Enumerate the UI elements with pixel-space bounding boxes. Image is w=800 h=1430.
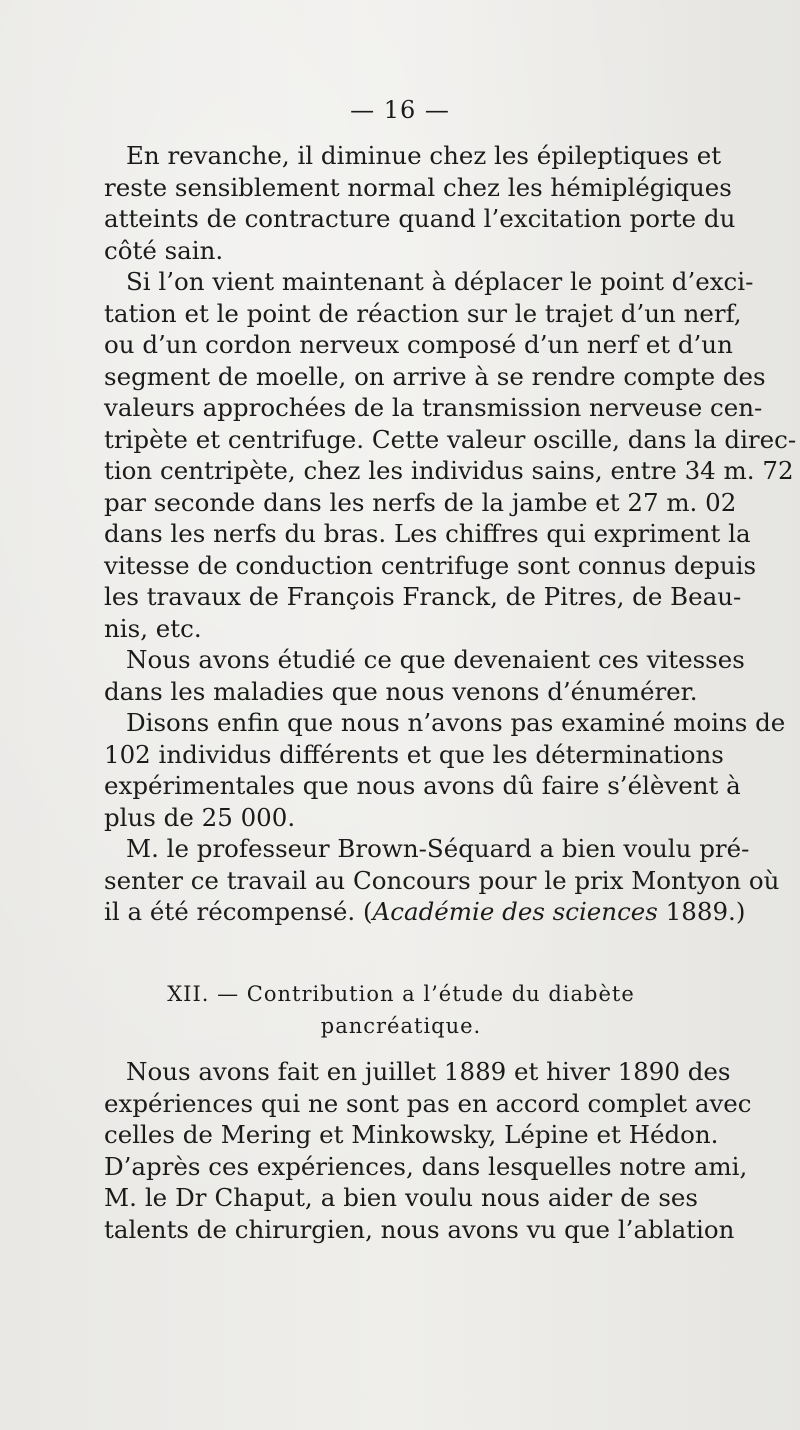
text-line: par seconde dans les nerfs de la jambe et 27 m. 02 [104, 487, 737, 517]
text-line: Nous avons étudié ce que devenaient ces vitesses [126, 645, 745, 674]
text-line: atteints de contracture quand l’excitation porte du [104, 204, 736, 233]
text-line: reste sensiblement normal chez les hémiplégiques [104, 172, 732, 202]
text-line: celles de Mering et Minkowsky, Lépine et Hédon. [104, 1120, 719, 1149]
text-line: expérimentales que nous avons dû faire s’élèvent à [104, 771, 741, 800]
text-line: expériences qui ne sont pas en accord complet avec [104, 1088, 752, 1118]
text-line: M. le professeur Brown-Séquard a bien voulu pré- [126, 834, 750, 863]
award-source: Académie des sciences [372, 897, 658, 926]
section-text [104, 1056, 752, 1245]
text-line: En revanche, il diminue chez les épileptiques et [126, 141, 722, 170]
text-line: talents de chirurgien, nous avons vu que l’ablation [104, 1214, 735, 1244]
text-line: les travaux de François Franck, de Pitres, de Beau- [104, 582, 742, 611]
text-line: plus de 25 000. [104, 802, 296, 832]
text-line: dans les maladies que nous venons d’énumérer. [104, 676, 698, 706]
text-line: M. le Dr Chaput, a bien voulu nous aider de ses [104, 1183, 698, 1212]
text-line: nis, etc. [104, 613, 202, 643]
text-line: D’après ces expériences, dans lesquelles notre ami, [104, 1151, 748, 1181]
text-line: tripète et centrifuge. Cette valeur oscille, dans la direc- [104, 424, 797, 454]
text-line: Disons enfin que nous n’avons pas examiné moins de [126, 708, 786, 737]
text-line: segment de moelle, on arrive à se rendre compte des [104, 361, 766, 391]
text-line: valeurs approchées de la transmission nerveuse cen- [104, 393, 763, 422]
text-line: 102 individus différents et que les déterminations [104, 739, 724, 769]
text-line: Nous avons fait en juillet 1889 et hiver 1890 des [126, 1057, 731, 1086]
award-prefix: il a été récompensé. ( [104, 897, 373, 926]
award-suffix: 1889.) [657, 897, 746, 926]
text-line: Si l’on vient maintenant à déplacer le point d’exci- [126, 267, 754, 296]
text-line: dans les nerfs du bras. Les chiffres qui expriment la [104, 519, 751, 548]
award-line [104, 896, 746, 928]
section-heading-continued: pancréatique. [320, 1014, 482, 1038]
text-line: tation et le point de réaction sur le trajet d’un nerf, [104, 298, 742, 328]
text-line: ou d’un cordon nerveux composé d’un nerf et d’un [104, 330, 733, 359]
text-line: côté sain. [104, 235, 224, 265]
section-heading: XII. — Contribution a l’étude du diabète [167, 982, 635, 1006]
text-line: tion centripète, chez les individus sains, entre 34 m. 72 [104, 456, 794, 485]
text-line: senter ce travail au Concours pour le prix Montyon où [104, 865, 780, 895]
main-text [104, 140, 797, 928]
page-number: — 16 — [350, 96, 450, 124]
text-line: vitesse de conduction centrifuge sont connus depuis [104, 550, 757, 580]
